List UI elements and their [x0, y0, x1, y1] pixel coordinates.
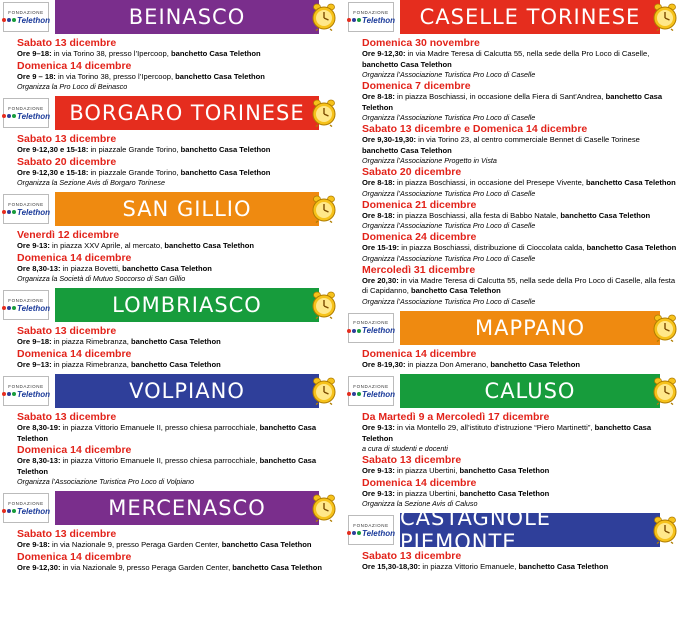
logo-dots-icon	[2, 114, 16, 118]
alarm-clock-icon	[311, 377, 337, 405]
town-title: BORGARO TORINESE	[55, 96, 319, 130]
event-details	[17, 72, 337, 83]
event-item	[17, 156, 337, 189]
event-date: Sabato 13 dicembre	[17, 325, 117, 337]
event-item	[17, 252, 337, 285]
event-item	[362, 199, 678, 232]
event-activity: banchetto Casa Telethon	[170, 49, 261, 58]
event-activity: banchetto Casa Telethon	[586, 243, 677, 252]
event-activity: banchetto Casa Telethon	[362, 423, 652, 443]
logo-fondazione-text: FONDAZIONE	[8, 105, 44, 111]
telethon-logo	[348, 313, 394, 343]
event-place: in piazza Vittorio Emanuele,	[420, 562, 519, 571]
event-activity: banchetto Casa Telethon	[362, 92, 663, 112]
logo-telethon-text: Telethon	[361, 326, 396, 335]
event-date: Domenica 14 dicembre	[17, 347, 132, 360]
event-details	[17, 145, 337, 156]
event-date: Sabato 13 dicembre	[17, 411, 117, 423]
event-organizer: Organizza la Sezione Avis di Borgaro Torinese	[17, 178, 165, 187]
event-activity: banchetto Casa Telethon	[17, 423, 317, 443]
town-header	[3, 192, 337, 226]
event-time: Ore 9-13:	[362, 488, 395, 498]
event-time: Ore 9-13:	[362, 423, 395, 432]
event-date: Domenica 7 dicembre	[362, 80, 471, 92]
event-details	[17, 49, 337, 60]
event-activity: banchetto Casa Telethon	[164, 241, 255, 250]
event-place: in piazza Ubertini,	[394, 488, 460, 498]
event-details	[17, 168, 337, 179]
town-section	[3, 288, 337, 370]
event-activity: banchetto Casa Telethon	[362, 145, 452, 155]
town-title: VOLPIANO	[55, 374, 319, 408]
event-organizer: Organizza la Pro Loco di Beinasco	[17, 82, 128, 91]
event-place: in via Madre Teresa di Calcutta 55, nella sede della Pro Loco di Caselle, alla festa di Capidanno,	[362, 275, 676, 295]
alarm-clock-icon	[652, 516, 678, 544]
event-details	[362, 276, 678, 297]
event-place: in via Nazionale 9, presso Peraga Garden Center,	[60, 562, 233, 572]
event-details	[17, 456, 337, 477]
event-date: Domenica 14 dicembre	[17, 59, 132, 72]
event-details	[362, 423, 678, 444]
town-title: MAPPANO	[400, 311, 660, 345]
logo-dots-icon	[2, 306, 16, 310]
event-details	[362, 360, 678, 371]
town-section	[3, 192, 337, 284]
logo-telethon-text: Telethon	[16, 15, 51, 25]
event-details	[17, 563, 337, 574]
town-section	[348, 506, 678, 573]
event-place: in piazza Boschiassi, alla festa di Babbo Natale,	[394, 210, 561, 220]
logo-dots-icon	[347, 392, 361, 396]
logo-fondazione-text: FONDAZIONE	[8, 383, 44, 389]
event-date: Domenica 30 novembre	[362, 37, 480, 49]
event-place: in piazza Vittorio Emanuele II, presso chiesa parrocchiale,	[60, 423, 260, 432]
event-activity: banchetto Casa Telethon	[410, 286, 501, 295]
logo-dots-icon	[2, 210, 16, 214]
event-place: in piazza Boschiassi, distribuzione di Cioccolata calda,	[399, 243, 587, 252]
event-details	[362, 243, 678, 254]
event-time: Ore 9-12,30:	[362, 49, 406, 58]
event-date: Sabato 13 dicembre	[17, 37, 117, 49]
event-activity: banchetto Casa Telethon	[232, 562, 323, 572]
town-title: CASTAGNOLE PIEMONTE	[400, 513, 660, 547]
event-date: Sabato 13 dicembre	[362, 454, 462, 466]
event-organizer: a cura di studenti e docenti	[362, 444, 448, 453]
logo-dots-icon	[2, 18, 16, 22]
town-section	[3, 0, 337, 92]
alarm-clock-icon	[311, 494, 337, 522]
event-activity: banchetto Casa Telethon	[180, 145, 271, 154]
event-activity: banchetto Casa Telethon	[221, 540, 312, 549]
event-item	[362, 477, 678, 510]
event-time: Ore 9-18:	[17, 540, 50, 549]
town-title: LOMBRIASCO	[55, 288, 319, 322]
event-item	[362, 348, 678, 371]
event-time: Ore 15-19:	[362, 243, 400, 252]
event-date: Sabato 20 dicembre	[17, 155, 117, 168]
event-date: Domenica 14 dicembre	[17, 550, 132, 563]
left-column	[3, 0, 337, 577]
event-details	[17, 423, 337, 444]
logo-fondazione-text: FONDAZIONE	[8, 297, 44, 303]
event-date: Sabato 20 dicembre	[362, 166, 462, 178]
event-place: in piazza Don Amerano,	[405, 359, 491, 369]
event-details	[362, 92, 678, 113]
town-title: BEINASCO	[55, 0, 319, 34]
event-activity: banchetto Casa Telethon	[175, 71, 265, 81]
event-organizer: Organizza l’Associazione Turistica Pro Loco di Volpiano	[17, 477, 194, 486]
event-date: Domenica 14 dicembre	[17, 251, 132, 264]
event-time: Ore 8-18:	[362, 92, 395, 101]
event-item	[17, 551, 337, 574]
event-item	[362, 37, 678, 80]
alarm-clock-icon	[311, 195, 337, 223]
event-time: Ore 8-18:	[362, 178, 395, 187]
town-section	[348, 0, 678, 307]
logo-telethon-text: Telethon	[16, 506, 51, 516]
telethon-logo	[348, 515, 394, 545]
alarm-clock-icon	[652, 3, 678, 31]
event-item	[17, 528, 337, 551]
town-section	[348, 374, 678, 509]
event-organizer: Organizza l’Associazione Progetto in Vista	[362, 156, 497, 165]
event-item	[17, 37, 337, 60]
telethon-logo	[3, 194, 49, 224]
telethon-logo	[3, 493, 49, 523]
logo-fondazione-text: FONDAZIONE	[353, 383, 389, 389]
alarm-clock-icon	[311, 3, 337, 31]
event-time: Ore 9-13:	[362, 466, 395, 475]
event-place: in via Montello 29, all’istituto d’istruzione “Piero Martinetti”,	[394, 423, 595, 432]
event-details	[17, 360, 337, 371]
logo-fondazione-text: FONDAZIONE	[353, 9, 389, 15]
event-place: in piazzale Grande Torino,	[88, 145, 181, 154]
event-date: Domenica 21 dicembre	[362, 198, 477, 211]
event-details	[362, 135, 678, 156]
event-place: in piazza Vittorio Emanuele II, presso chiesa parrocchiale,	[60, 456, 260, 465]
event-activity: banchetto Casa Telethon	[459, 488, 550, 498]
event-details	[362, 562, 678, 573]
event-date: Mercoledì 31 dicembre	[362, 263, 476, 276]
logo-dots-icon	[347, 531, 361, 535]
event-activity: banchetto Casa Telethon	[459, 466, 550, 475]
logo-telethon-text: Telethon	[16, 111, 51, 121]
event-activity: banchetto Casa Telethon	[586, 178, 676, 187]
event-organizer: Organizza l’Associazione Turistica Pro Loco di Caselle	[362, 296, 536, 306]
event-details	[362, 178, 678, 189]
event-activity: banchetto Casa Telethon	[490, 359, 581, 369]
town-header	[3, 96, 337, 130]
alarm-clock-icon	[652, 377, 678, 405]
event-date: Venerdì 12 dicembre	[17, 229, 120, 241]
telethon-logo	[348, 376, 394, 406]
event-time: Ore 15,30-18,30:	[362, 562, 421, 571]
event-date: Sabato 13 dicembre e Domenica 14 dicembre	[362, 123, 588, 135]
alarm-clock-icon	[652, 314, 678, 342]
event-place: in via Nazionale 9, presso Peraga Garden Center,	[49, 540, 222, 549]
event-time: Ore 8,30-19:	[17, 423, 61, 432]
event-details	[362, 211, 678, 222]
event-details	[17, 241, 337, 252]
event-item	[362, 123, 678, 166]
town-header	[3, 491, 337, 525]
town-section	[3, 374, 337, 487]
logo-fondazione-text: FONDAZIONE	[353, 320, 389, 325]
town-header	[348, 0, 678, 34]
town-header	[3, 374, 337, 408]
event-item	[17, 444, 337, 487]
event-place: in via Madre Teresa di Calcutta 55, nella sede della Pro Loco di Caselle,	[405, 49, 650, 58]
event-organizer: Organizza l’Associazione Turistica Pro Loco di Caselle	[362, 188, 536, 198]
event-details	[17, 540, 337, 551]
event-date: Da Martedì 9 a Mercoledì 17 dicembre	[362, 411, 550, 423]
event-item	[17, 411, 337, 444]
event-place: in piazza Boschiassi, in occasione del Presepe Vivente,	[394, 178, 587, 187]
event-activity: banchetto Casa Telethon	[130, 337, 221, 346]
telethon-logo	[3, 2, 49, 32]
telethon-logo	[348, 2, 394, 32]
event-time: Ore 9-12,30:	[17, 562, 61, 572]
event-place: in piazza Rimebranza,	[51, 337, 131, 346]
event-item	[362, 411, 678, 454]
event-time: Ore 8-19,30:	[362, 359, 406, 369]
town-section	[3, 491, 337, 573]
event-item	[17, 60, 337, 93]
logo-fondazione-text: FONDAZIONE	[8, 9, 44, 15]
event-organizer: Organizza l’Associazione Turistica Pro Loco di Caselle	[362, 70, 536, 79]
telethon-logo	[3, 376, 49, 406]
event-time: Ore 8,30-13:	[17, 456, 61, 465]
event-time: Ore 9,30-19,30:	[362, 135, 417, 144]
logo-telethon-text: Telethon	[16, 389, 51, 399]
event-activity: banchetto Casa Telethon	[560, 210, 651, 220]
event-activity: banchetto Casa Telethon	[17, 456, 317, 476]
event-place: in piazza Bovetti,	[60, 263, 123, 273]
town-title: CASELLE TORINESE	[400, 0, 660, 34]
town-header	[3, 0, 337, 34]
logo-telethon-text: Telethon	[361, 389, 396, 399]
logo-fondazione-text: FONDAZIONE	[353, 522, 389, 528]
event-place: in piazza Ubertini,	[394, 466, 460, 475]
event-item	[17, 348, 337, 371]
town-header	[348, 374, 678, 408]
event-time: Ore 9 – 18:	[17, 71, 56, 81]
event-time: Ore 9-13:	[17, 241, 50, 250]
event-organizer: Organizza l’Associazione Turistica Pro Loco di Caselle	[362, 221, 536, 230]
event-details	[362, 49, 678, 70]
event-time: Ore 20,30:	[362, 275, 399, 285]
event-item	[362, 166, 678, 199]
town-title: SAN GILLIO	[55, 192, 319, 226]
event-item	[362, 454, 678, 477]
event-time: Ore 8,30-13:	[17, 263, 61, 273]
event-place: in piazza Rimebranza,	[51, 359, 131, 369]
event-date: Sabato 13 dicembre	[17, 133, 117, 145]
event-date: Domenica 14 dicembre	[362, 347, 477, 360]
event-item	[362, 231, 678, 264]
event-activity: banchetto Casa Telethon	[362, 59, 452, 69]
event-time: Ore 9-12,30 e 15-18:	[17, 167, 89, 177]
event-details	[17, 264, 337, 275]
event-organizer: Organizza l’Associazione Turistica Pro Loco di Caselle	[362, 113, 536, 122]
event-activity: banchetto Casa Telethon	[122, 263, 212, 273]
logo-telethon-text: Telethon	[16, 303, 51, 313]
event-place: in piazza Boschiassi, in occasione della Fiera di Sant’Andrea,	[394, 92, 606, 101]
logo-dots-icon	[347, 329, 361, 333]
town-title: CALUSO	[400, 374, 660, 408]
event-place: in via Torino 23, al centro commerciale Bennet di Caselle Torinese	[416, 135, 640, 144]
event-activity: banchetto Casa Telethon	[180, 167, 271, 177]
event-time: Ore 9–13:	[17, 359, 52, 369]
logo-fondazione-text: FONDAZIONE	[8, 201, 44, 207]
logo-dots-icon	[347, 18, 361, 22]
town-section	[348, 311, 678, 371]
event-place: in piazza XXV Aprile, al mercato,	[49, 241, 165, 250]
event-details	[362, 489, 678, 500]
event-place: in piazzale Grande Torino,	[88, 167, 181, 177]
event-place: in via Torino 38, presso l’Ipercoop,	[55, 71, 176, 81]
event-date: Domenica 14 dicembre	[362, 476, 477, 489]
town-header	[348, 506, 678, 554]
event-item	[362, 264, 678, 307]
alarm-clock-icon	[311, 99, 337, 127]
alarm-clock-icon	[311, 291, 337, 319]
telethon-logo	[3, 290, 49, 320]
event-item	[362, 80, 678, 123]
event-organizer: Organizza l’Associazione Turistica Pro Loco di Caselle	[362, 253, 536, 263]
event-time: Ore 8-18:	[362, 210, 395, 220]
event-date: Domenica 24 dicembre	[362, 231, 477, 243]
event-time: Ore 9–18:	[17, 49, 52, 58]
event-date: Domenica 14 dicembre	[17, 444, 132, 456]
town-title: MERCENASCO	[55, 491, 319, 525]
logo-telethon-text: Telethon	[361, 528, 396, 538]
logo-telethon-text: Telethon	[361, 15, 396, 25]
town-section	[3, 96, 337, 188]
event-item	[17, 229, 337, 252]
event-details	[17, 337, 337, 348]
town-header	[3, 288, 337, 322]
telethon-logo	[3, 98, 49, 128]
event-time: Ore 9–18:	[17, 337, 52, 346]
event-activity: banchetto Casa Telethon	[130, 359, 221, 369]
right-column	[348, 0, 678, 577]
logo-telethon-text: Telethon	[16, 207, 51, 217]
event-details	[362, 466, 678, 477]
logo-dots-icon	[2, 509, 16, 513]
event-date: Sabato 13 dicembre	[17, 528, 117, 540]
event-item	[17, 133, 337, 156]
event-time: Ore 9-12,30 e 15-18:	[17, 145, 89, 154]
event-organizer: Organizza la Società di Mutuo Soccorso di San Gillio	[17, 274, 186, 283]
event-place: in via Torino 38, presso l’Ipercoop,	[51, 49, 171, 58]
event-date: Sabato 13 dicembre	[362, 550, 462, 562]
event-item	[17, 325, 337, 348]
logo-dots-icon	[2, 392, 16, 396]
logo-fondazione-text: FONDAZIONE	[8, 500, 44, 506]
event-organizer: Organizza la Sezione Avis di Caluso	[362, 499, 478, 508]
town-header	[348, 311, 678, 345]
event-activity: banchetto Casa Telethon	[518, 562, 609, 571]
